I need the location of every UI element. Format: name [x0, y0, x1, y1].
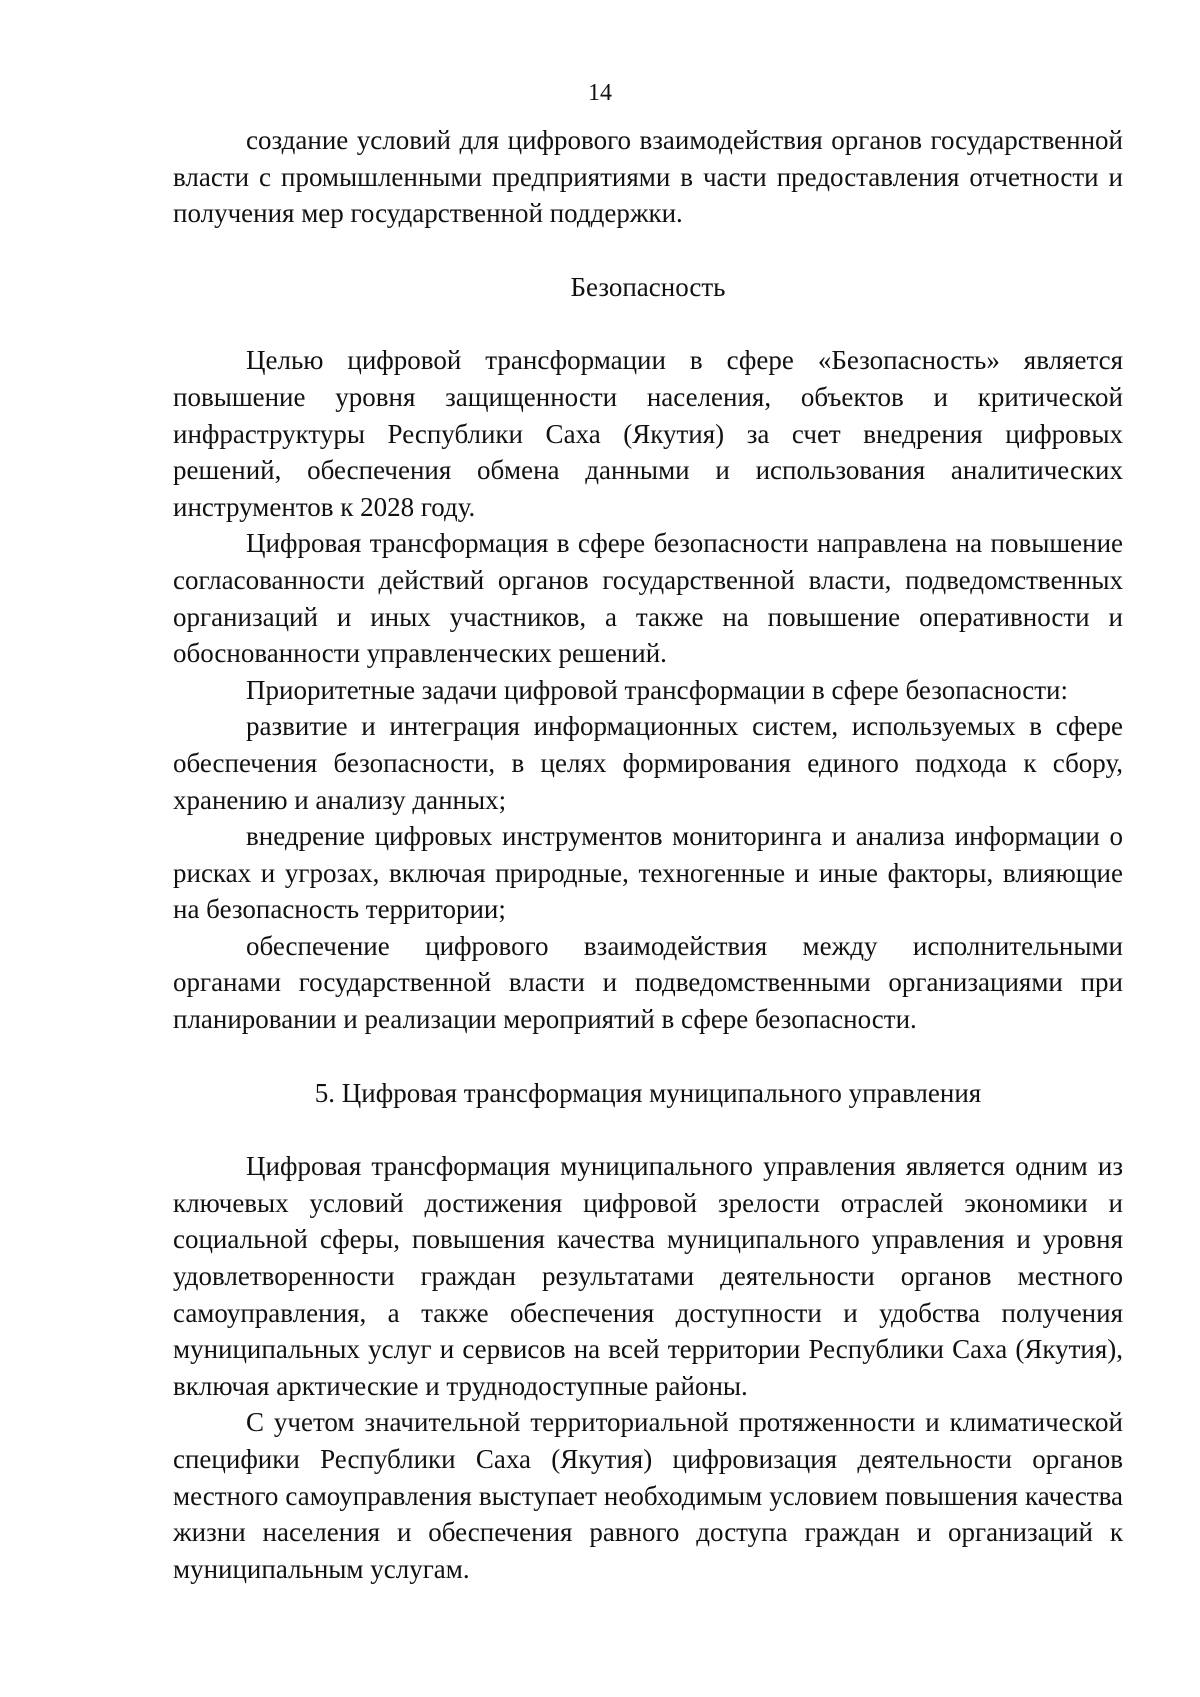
paragraph-security-direction: Цифровая трансформация в сфере безопасности направлена на повышение согласованности действий органов государственной власти, подведомственных организаций и иных участников, а также на повышение оперативности и обоснованности управленческих решений.: [173, 528, 1123, 669]
paragraph-municipal-climate: С учетом значительной территориальной протяженности и климатической специфики Республики Саха (Якутия) цифровизация деятельности органов местного самоуправления выступает необходимым условием повышения качества жизни населения и обеспечения равного доступа граждан и организаций к муниципальным услугам.: [173, 1407, 1123, 1584]
list-item-monitoring-tools: внедрение цифровых инструментов мониторинга и анализа информации о рисках и угрозах, включая природные, техногенные и иные факторы, влияющие на безопасность территории;: [173, 821, 1123, 925]
spacer: [173, 1038, 1123, 1075]
section-heading-municipal: 5. Цифровая трансформация муниципального управления: [314, 1077, 982, 1108]
list-item-digital-interaction: обеспечение цифрового взаимодействия между исполнительными органами государственной власти и подведомственными организациями при планировании и реализации мероприятий в сфере безопасности.: [173, 930, 1123, 1035]
paragraph-security-priorities: Приоритетные задачи цифровой трансформации в сфере безопасности:: [246, 674, 1068, 705]
spacer: [173, 1111, 1123, 1148]
paragraph-security-goal: Целью цифровой трансформации в сфере «Безопасность» является повышение уровня защищенности населения, объектов и критической инфраструктуры Республики Саха (Якутия) за счет внедрения цифровых решений, обеспечения обмена данными и использования аналитических инструментов к 2028 году.: [173, 345, 1123, 522]
paragraph-digital-interaction: создание условий для цифрового взаимодействия органов государственной власти с промышленными предприятиями в части предоставления отчетности и получения мер государственной поддержки.: [173, 125, 1123, 229]
paragraph-municipal-transformation: Цифровая трансформация муниципального управления является одним из ключевых условий достижения цифровой зрелости отраслей экономики и социальной сферы, повышения качества муниципального управления и уровня удовлетворенности граждан результатами деятельности органов местного самоуправления, а также обеспечения доступности и удобства получения муниципальных услуг и сервисов на всей территории Республики Саха (Якутия), включая арктические и труднодоступные районы.: [173, 1151, 1123, 1401]
document-body: [173, 122, 1123, 1587]
spacer: [173, 305, 1123, 342]
page-number: 14: [588, 80, 612, 106]
spacer: [173, 232, 1123, 269]
section-heading-security: Безопасность: [570, 271, 726, 302]
list-item-information-systems: развитие и интеграция информационных систем, используемых в сфере обеспечения безопасности, в целях формирования единого подхода к сбору, хранению и анализу данных;: [173, 711, 1123, 815]
